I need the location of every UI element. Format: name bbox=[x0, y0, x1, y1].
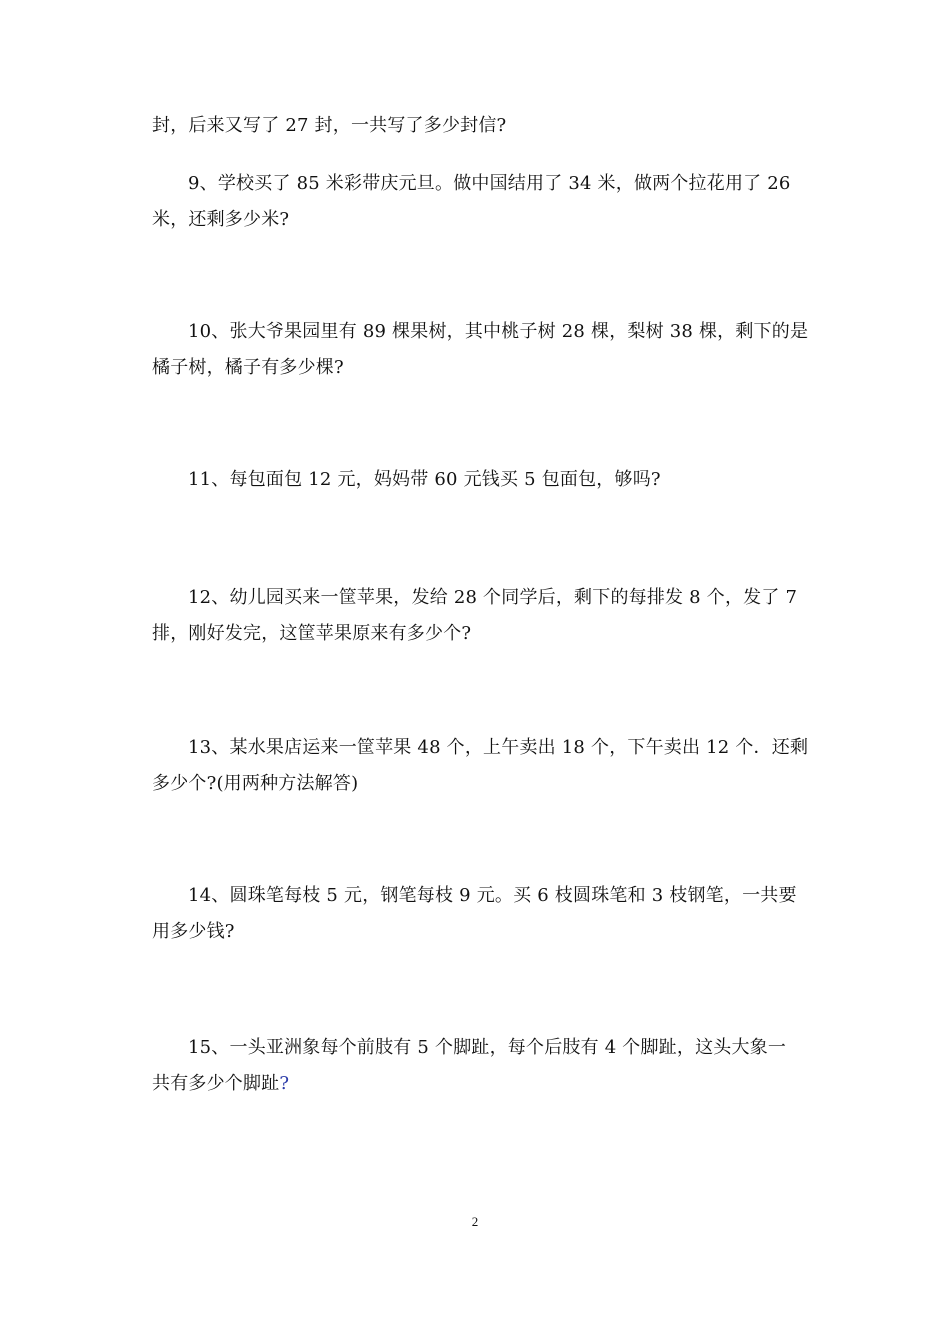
question-11-line-1: 11、每包面包 12 元，妈妈带 60 元钱买 5 包面包，够吗? bbox=[188, 469, 661, 490]
question-15-line-2-text: 共有多少个脚趾 bbox=[152, 1073, 280, 1094]
question-14-line-1: 14、圆珠笔每枝 5 元，钢笔每枝 9 元。买 6 枝圆珠笔和 3 枝钢笔，一共要 bbox=[188, 885, 797, 906]
question-13-line-1: 13、某水果店运来一筐苹果 48 个，上午卖出 18 个，下午卖出 12 个．还剩 bbox=[188, 737, 809, 758]
page-number: 2 bbox=[471, 1214, 479, 1229]
question-9-line-2: 米，还剩多少米? bbox=[152, 209, 290, 230]
question-12-line-2: 排，刚好发完，这筐苹果原来有多少个? bbox=[152, 623, 472, 644]
question-10-line-2: 橘子树，橘子有多少棵? bbox=[152, 357, 344, 378]
question-13-line-2: 多少个?(用两种方法解答) bbox=[152, 773, 359, 794]
question-12-line-1: 12、幼儿园买来一筐苹果，发给 28 个同学后，剩下的每排发 8 个，发了 7 bbox=[188, 587, 798, 608]
question-14-line-2: 用多少钱? bbox=[152, 921, 235, 942]
question-15-question-mark: ? bbox=[279, 1073, 290, 1094]
question-9-line-1: 9、学校买了 85 米彩带庆元旦。做中国结用了 34 米，做两个拉花用了 26 bbox=[188, 173, 791, 194]
question-15-line-2 bbox=[152, 1072, 812, 1096]
question-10-line-1: 10、张大爷果园里有 89 棵果树，其中桃子树 28 棵，梨树 38 棵，剩下的是 bbox=[188, 321, 809, 342]
question-15-line-1: 15、一头亚洲象每个前肢有 5 个脚趾，每个后肢有 4 个脚趾，这头大象一 bbox=[188, 1037, 787, 1058]
question-8-continuation: 封，后来又写了 27 封，一共写了多少封信? bbox=[152, 115, 507, 136]
